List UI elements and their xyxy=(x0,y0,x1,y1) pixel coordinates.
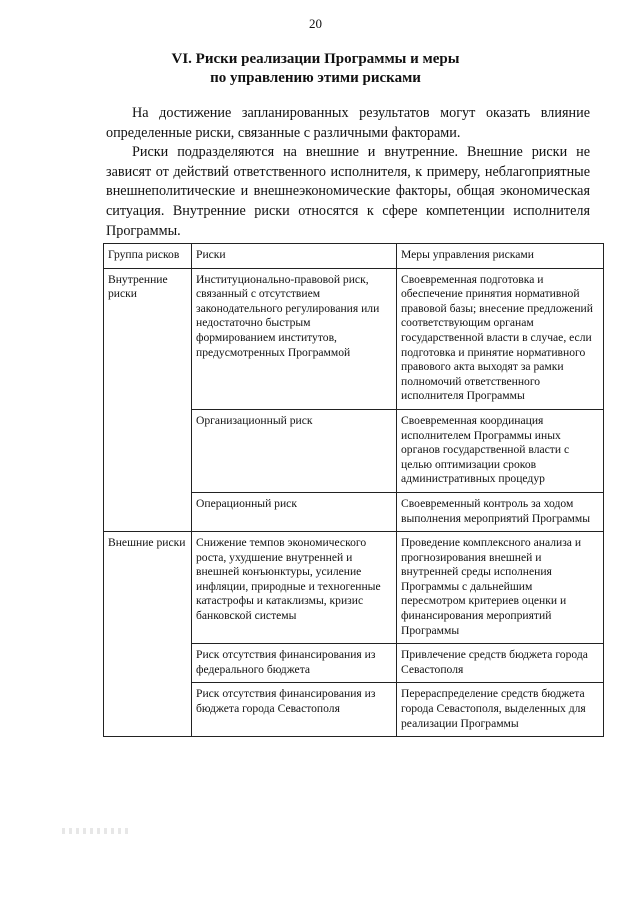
section-title xyxy=(0,50,631,88)
measures-cell: Своевременная подготовка и обеспечение принятия нормативной правовой базы; внесение предложений соответствующим органам государственной власти в случае, если подготовка и принятие нормативного правового акта выходят за рамки полномочий ответственного исполнителя Программы xyxy=(397,268,604,409)
measures-cell: Перераспределение средств бюджета города Севастополя, выделенных для реализации Программы xyxy=(397,683,604,737)
table-row xyxy=(104,268,604,409)
group-external: Внешние риски xyxy=(104,532,192,737)
risk-cell: Институционально-правовой риск, связанный с отсутствием законодательного регулирования или недостаточно быстрым формированием институтов, предусмотренных Программой xyxy=(192,268,397,409)
risks-table xyxy=(103,243,604,737)
measures-cell: Своевременная координация исполнителем Программы иных органов государственной власти с целью оптимизации сроков административных процедур xyxy=(397,409,604,492)
risk-cell: Операционный риск xyxy=(192,492,397,531)
risk-cell: Снижение темпов экономического роста, ухудшение внутренней и внешней конъюнктуры, усиление инфляции, природные и техногенные катастрофы и катаклизмы, кризис банковской системы xyxy=(192,532,397,644)
scan-smudge xyxy=(62,828,132,834)
risk-cell: Риск отсутствия финансирования из федерального бюджета xyxy=(192,644,397,683)
risk-cell: Риск отсутствия финансирования из бюджета города Севастополя xyxy=(192,683,397,737)
table-row xyxy=(104,532,604,644)
header-risks: Риски xyxy=(192,244,397,269)
measures-cell: Своевременный контроль за ходом выполнения мероприятий Программы xyxy=(397,492,604,531)
paragraph-2: Риски подразделяются на внешние и внутренние. Внешние риски не зависят от действий ответственного исполнителя, к примеру, неблагоприятные внешнеполитические и внешнеэкономические факторы, общая экономическая ситуация. Внутренние риски относятся к сфере компетенции исполнителя Программы. xyxy=(106,144,590,239)
table-header-row xyxy=(104,244,604,269)
section-title-line-1: VI. Риски реализации Программы и меры xyxy=(171,51,460,67)
header-measures: Меры управления рисками xyxy=(397,244,604,269)
risk-cell: Организационный риск xyxy=(192,409,397,492)
paragraph-1: На достижение запланированных результатов могут оказать влияние определенные риски, связанные с различными факторами. xyxy=(106,105,590,141)
intro-text xyxy=(106,104,590,241)
measures-cell: Проведение комплексного анализа и прогнозирования внешней и внутренней среды исполнения Программы с дальнейшим пересмотром критериев оценки и финансирования мероприятий Программы xyxy=(397,532,604,644)
header-risk-group: Группа рисков xyxy=(104,244,192,269)
section-title-line-2: по управлению этими рисками xyxy=(210,70,421,86)
page-number: 20 xyxy=(309,16,322,31)
group-internal: Внутренние риски xyxy=(104,268,192,532)
measures-cell: Привлечение средств бюджета города Севастополя xyxy=(397,644,604,683)
